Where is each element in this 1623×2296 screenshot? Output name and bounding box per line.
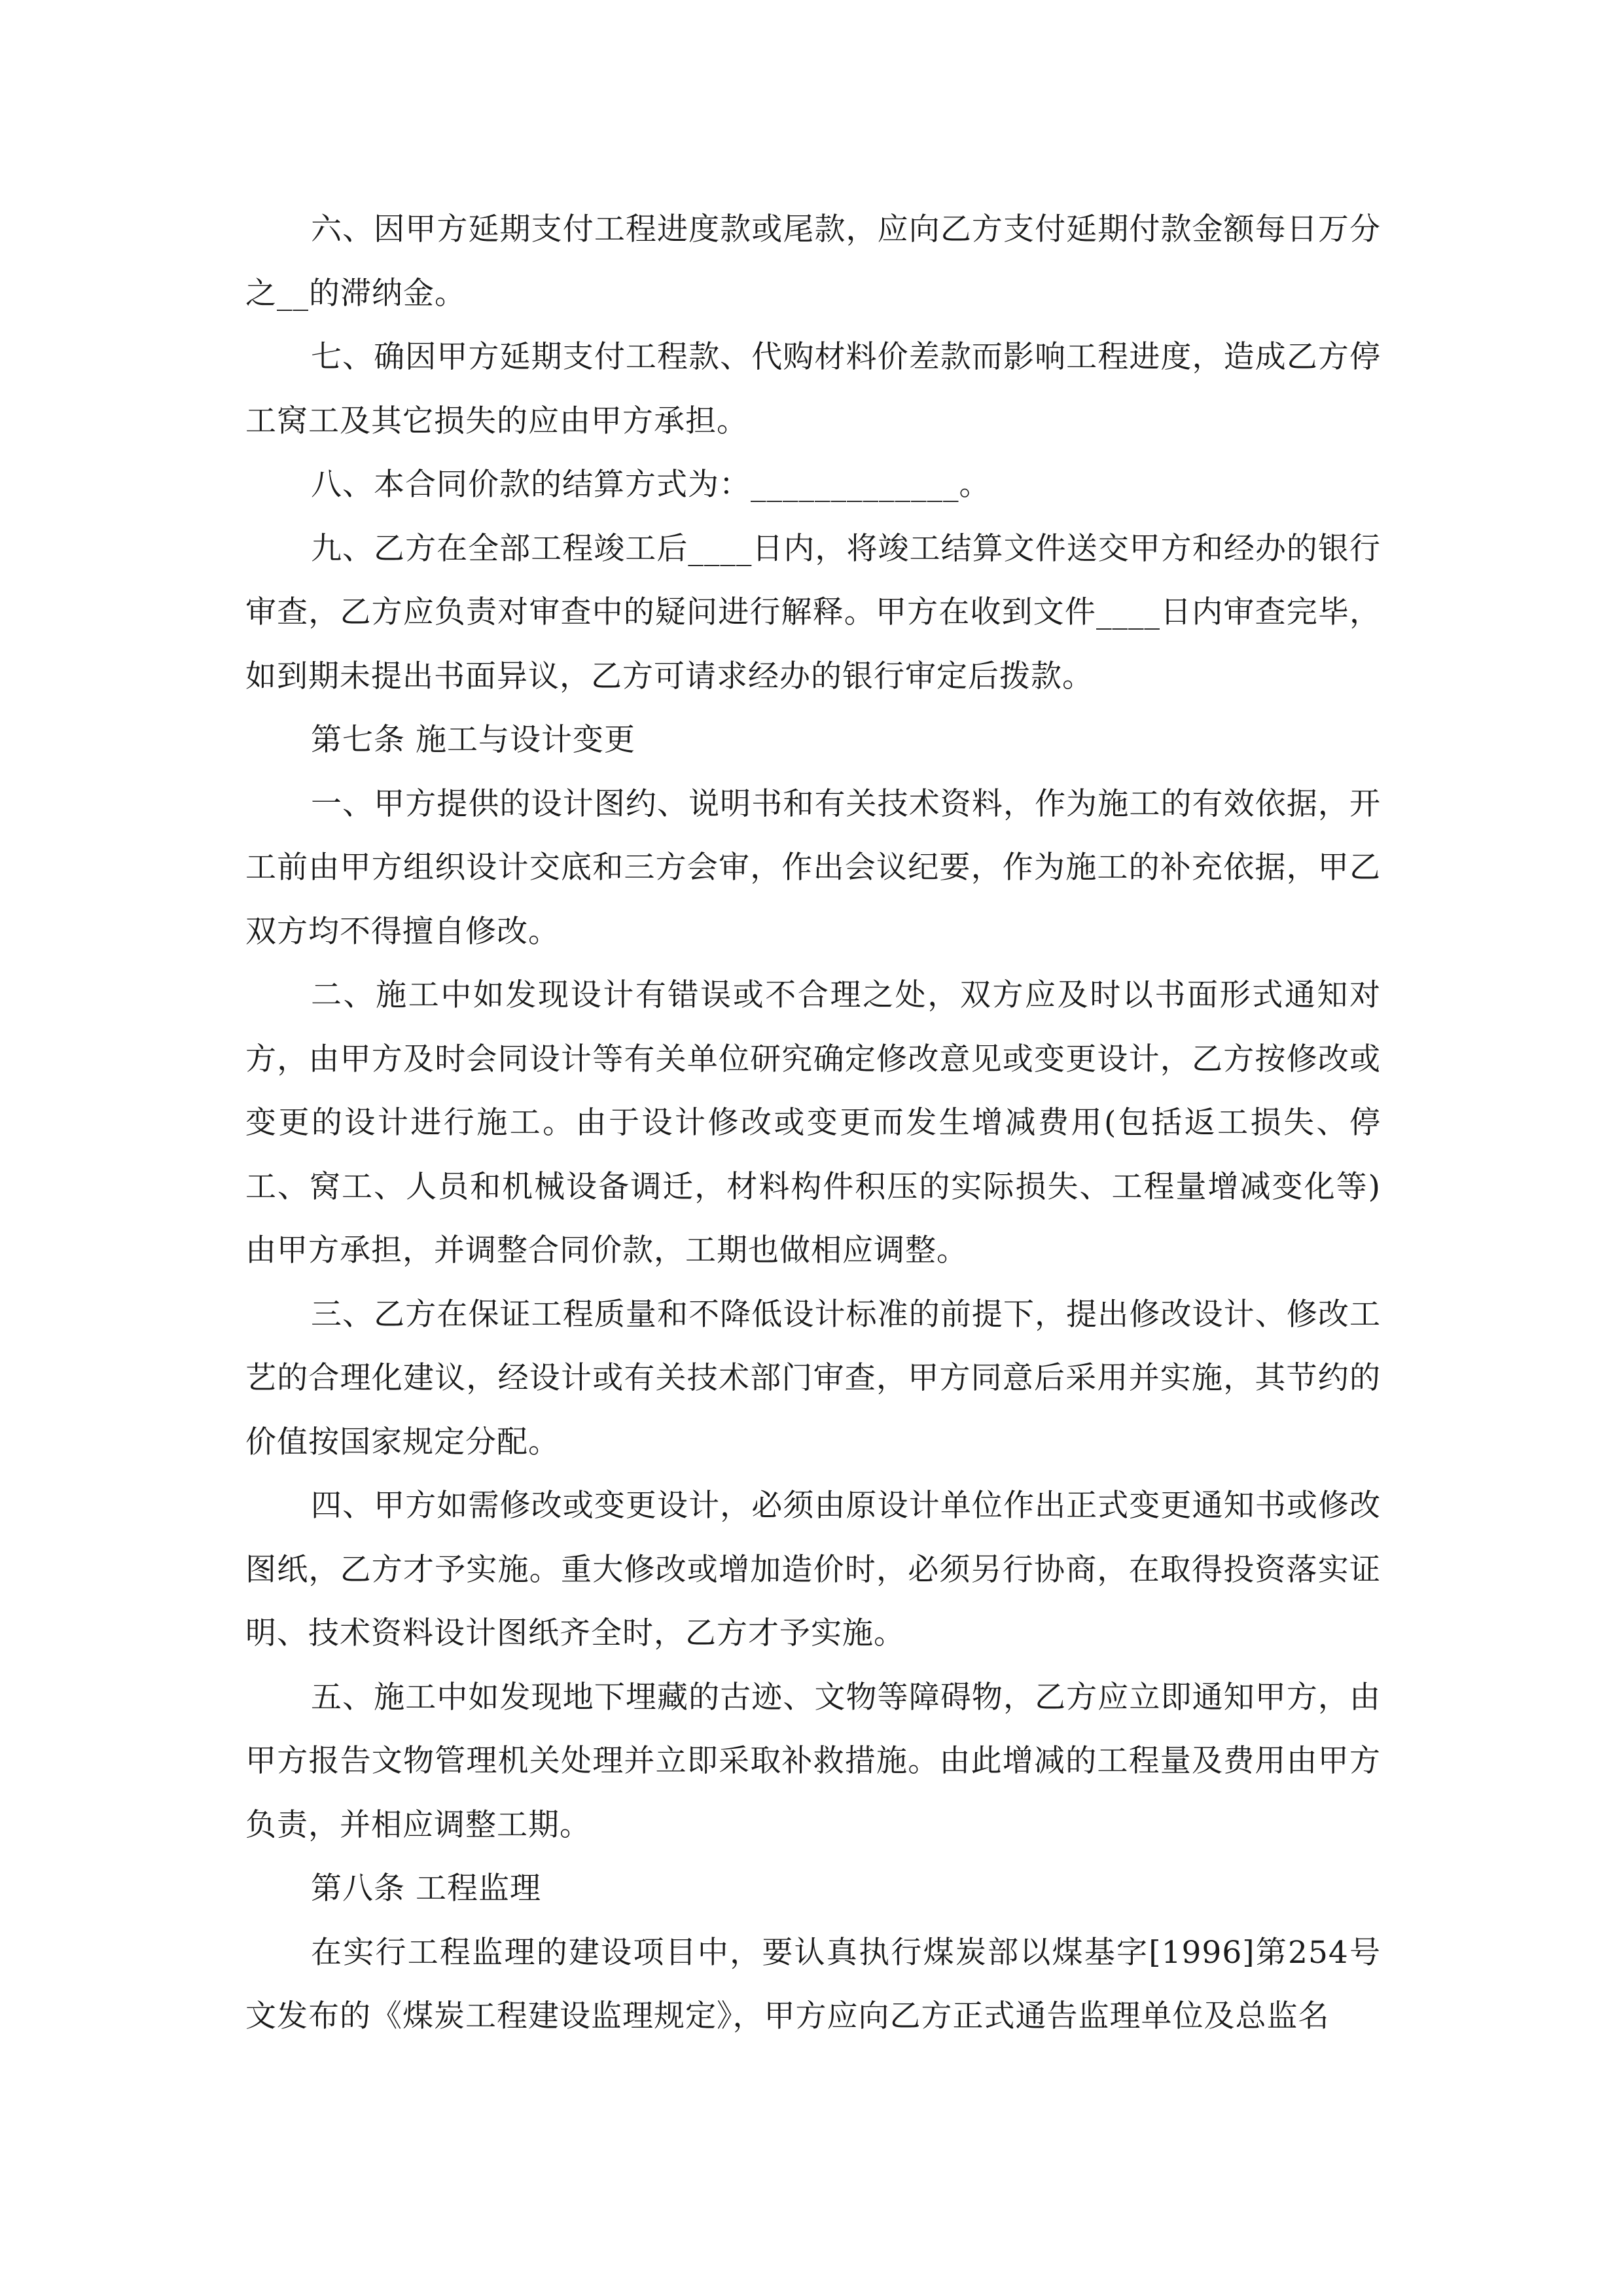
article-7-clause-5: 五、施工中如发现地下埋藏的古迹、文物等障碍物，乙方应立即通知甲方，由甲方报告文物管理机关处理并立即采取补救措施。由此增减的工程量及费用由甲方负责，并相应调整工期。 [245, 1679, 1381, 1843]
article-8-body: 在实行工程监理的建设项目中，要认真执行煤炭部以煤基字[1996]第254号文发布的《煤炭工程建设监理规定》，甲方应向乙方正式通告监理单位及总监名 [245, 1934, 1381, 2034]
article-7-clause-4: 四、甲方如需修改或变更设计，必须由原设计单位作出正式变更通知书或修改图纸，乙方才予实施。重大修改或增加造价时，必须另行协商，在取得投资落实证明、技术资料设计图纸齐全时，乙方才予实施。 [245, 1488, 1381, 1651]
clause-8-settlement-method: 八、本合同价款的结算方式为：_____________。 [311, 467, 991, 503]
article-7-clause-1: 一、甲方提供的设计图约、说明书和有关技术资料，作为施工的有效依据，开工前由甲方组织设计交底和三方会审，作出会议纪要，作为施工的补充依据，甲乙双方均不得擅自修改。 [245, 785, 1381, 950]
clause-7-delay-loss: 七、确因甲方延期支付工程款、代购材料价差款而影响工程进度，造成乙方停工窝工及其它损失的应由甲方承担。 [245, 339, 1381, 439]
article-7-heading: 第七条 施工与设计变更 [311, 722, 635, 758]
article-8-heading: 第八条 工程监理 [311, 1871, 541, 1907]
article-7-clause-3: 三、乙方在保证工程质量和不降低设计标准的前提下，提出修改设计、修改工艺的合理化建议，经设计或有关技术部门审查，甲方同意后采用并实施，其节约的价值按国家规定分配。 [245, 1296, 1381, 1460]
clause-9-final-accounts: 九、乙方在全部工程竣工后____日内，将竣工结算文件送交甲方和经办的银行审查，乙方应负责对审查中的疑问进行解释。甲方在收到文件____日内审查完毕，如到期未提出书面异议，乙方可请求经办的银行审定后拨款。 [245, 530, 1381, 694]
document-body [245, 198, 1381, 2049]
clause-6-late-payment: 六、因甲方延期支付工程进度款或尾款，应向乙方支付延期付款金额每日万分之__的滞纳金。 [245, 211, 1381, 312]
article-7-clause-2: 二、施工中如发现设计有错误或不合理之处，双方应及时以书面形式通知对方，由甲方及时会同设计等有关单位研究确定修改意见或变更设计，乙方按修改或变更的设计进行施工。由于设计修改或变更而发生增减费用(包括返工损失、停工、窝工、人员和机械设备调迁，材料构件积压的实际损失、工程量增减变化等)由甲方承担，并调整合同价款，工期也做相应调整。 [245, 977, 1381, 1268]
